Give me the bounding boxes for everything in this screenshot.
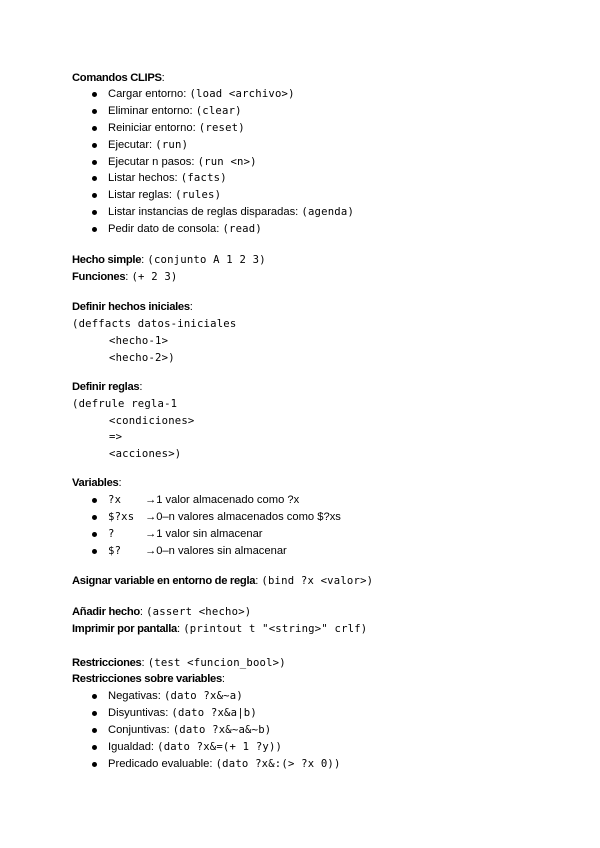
list-item	[108, 739, 282, 756]
list-item	[108, 187, 221, 204]
code-line: <acciones>)	[109, 448, 182, 460]
section-heading: Funciones	[72, 271, 126, 283]
variable-code: $?	[108, 545, 122, 557]
code-snippet: (assert <hecho>)	[146, 606, 252, 618]
list-item	[108, 137, 188, 154]
code-line: <condiciones>	[109, 415, 195, 427]
code-snippet: (bind ?x <valor>)	[261, 575, 374, 587]
item-label: Listar reglas:	[108, 189, 176, 201]
section-heading: Imprimir por pantalla	[72, 623, 177, 635]
item-code: (reset)	[198, 122, 245, 134]
list-item	[108, 705, 257, 722]
item-code: (facts)	[180, 172, 227, 184]
item-label: Disyuntivas:	[108, 707, 172, 719]
item-label: Negativas:	[108, 690, 164, 702]
bullet-icon	[92, 160, 97, 165]
section-heading: Hecho simple	[72, 254, 142, 266]
bullet-icon	[92, 711, 97, 716]
colon: :	[189, 301, 193, 313]
list-item	[108, 86, 295, 103]
variable-code: $?xs	[108, 511, 135, 523]
item-code: (rules)	[175, 189, 222, 201]
separator: :	[141, 254, 148, 266]
item-code: (dato ?x&:(> ?x 0))	[215, 758, 341, 770]
item-label: Listar hechos:	[108, 172, 181, 184]
item-label: Cargar entorno:	[108, 88, 190, 100]
list-item	[108, 154, 257, 171]
colon: :	[118, 477, 122, 489]
definir-reglas-heading-line	[72, 379, 142, 396]
list-item	[108, 204, 354, 221]
section-heading: Restricciones sobre variables	[72, 673, 222, 685]
code-line: (defrule regla-1	[72, 398, 178, 410]
section-heading: Definir hechos iniciales	[72, 301, 190, 313]
list-item	[108, 722, 271, 739]
list-item	[108, 120, 245, 137]
bullet-icon	[92, 745, 97, 750]
imprimir-line	[72, 621, 367, 638]
item-code: (load <archivo>)	[189, 88, 295, 100]
section-heading: Variables	[72, 477, 119, 489]
variable-description: →0–n valores sin almacenar	[145, 545, 287, 557]
variable-code: ?x	[108, 494, 122, 506]
colon: :	[139, 381, 143, 393]
variable-item	[0, 492, 600, 509]
section-heading: Restricciones	[72, 657, 142, 669]
code-line: <hecho-2>)	[109, 352, 175, 364]
separator: :	[255, 575, 262, 587]
hecho-simple-line	[72, 252, 266, 269]
item-label: Eliminar entorno:	[108, 105, 196, 117]
item-code: (agenda)	[301, 206, 355, 218]
bullet-icon	[92, 143, 97, 148]
code-snippet: (test <funcion_bool>)	[147, 657, 286, 669]
item-code: (read)	[222, 223, 262, 235]
separator: :	[139, 606, 147, 618]
variables-heading-line	[72, 475, 122, 492]
section-heading: Añadir hecho	[72, 606, 140, 618]
anadir-line	[72, 604, 251, 621]
bullet-icon	[92, 126, 97, 131]
item-code: (dato ?x&~a)	[163, 690, 243, 702]
section-heading: Definir reglas	[72, 381, 140, 393]
code-line: (deffacts datos-iniciales	[72, 318, 237, 330]
code-snippet: (printout t "<string>" crlf)	[183, 623, 368, 635]
item-code: (dato ?x&=(+ 1 ?y))	[157, 741, 283, 753]
bullet-icon	[92, 176, 97, 181]
bullet-icon	[92, 193, 97, 198]
variable-description: →1 valor almacenado como ?x	[145, 494, 300, 506]
item-code: (dato ?x&~a&~b)	[172, 724, 272, 736]
bullet-icon	[92, 227, 97, 232]
variable-code: ?	[108, 528, 115, 540]
comandos-heading-line	[72, 70, 165, 87]
code-snippet: (conjunto A 1 2 3)	[147, 254, 266, 266]
list-item	[108, 221, 262, 238]
list-item	[108, 103, 242, 120]
separator: :	[141, 657, 148, 669]
item-label: Igualdad:	[108, 741, 158, 753]
variable-item	[0, 526, 600, 543]
bullet-icon	[92, 694, 97, 699]
section-heading: Comandos CLIPS	[72, 72, 162, 84]
item-label: Conjuntivas:	[108, 724, 173, 736]
item-label: Listar instancias de reglas disparadas:	[108, 206, 302, 218]
item-label: Ejecutar n pasos:	[108, 156, 198, 168]
variable-description: →0–n valores almacenados como $?xs	[145, 511, 341, 523]
section-heading: Asignar variable en entorno de regla	[72, 575, 256, 587]
code-line: =>	[109, 431, 123, 443]
colon: :	[221, 673, 225, 685]
asignar-line	[72, 573, 373, 590]
item-label: Reiniciar entorno:	[108, 122, 199, 134]
item-code: (run)	[155, 139, 189, 151]
separator: :	[176, 623, 184, 635]
code-snippet: (+ 2 3)	[131, 271, 178, 283]
variable-item	[0, 509, 600, 526]
bullet-icon	[92, 728, 97, 733]
list-item	[108, 756, 341, 773]
restricciones-vars-heading-line	[72, 671, 225, 688]
item-label: Pedir dato de consola:	[108, 223, 223, 235]
funciones-line	[72, 269, 178, 286]
definir-hechos-heading-line	[72, 299, 193, 316]
variable-description: →1 valor sin almacenar	[145, 528, 263, 540]
bullet-icon	[92, 210, 97, 215]
item-label: Ejecutar:	[108, 139, 156, 151]
item-code: (clear)	[195, 105, 242, 117]
list-item	[108, 688, 243, 705]
bullet-icon	[92, 109, 97, 114]
code-line: <hecho-1>	[109, 335, 169, 347]
variable-item	[0, 543, 600, 560]
item-code: (dato ?x&a|b)	[171, 707, 257, 719]
colon: :	[161, 72, 165, 84]
restricciones-line	[72, 655, 286, 672]
separator: :	[125, 271, 132, 283]
item-label: Predicado evaluable:	[108, 758, 216, 770]
bullet-icon	[92, 92, 97, 97]
bullet-icon	[92, 762, 97, 767]
item-code: (run <n>)	[197, 156, 257, 168]
list-item	[108, 170, 227, 187]
